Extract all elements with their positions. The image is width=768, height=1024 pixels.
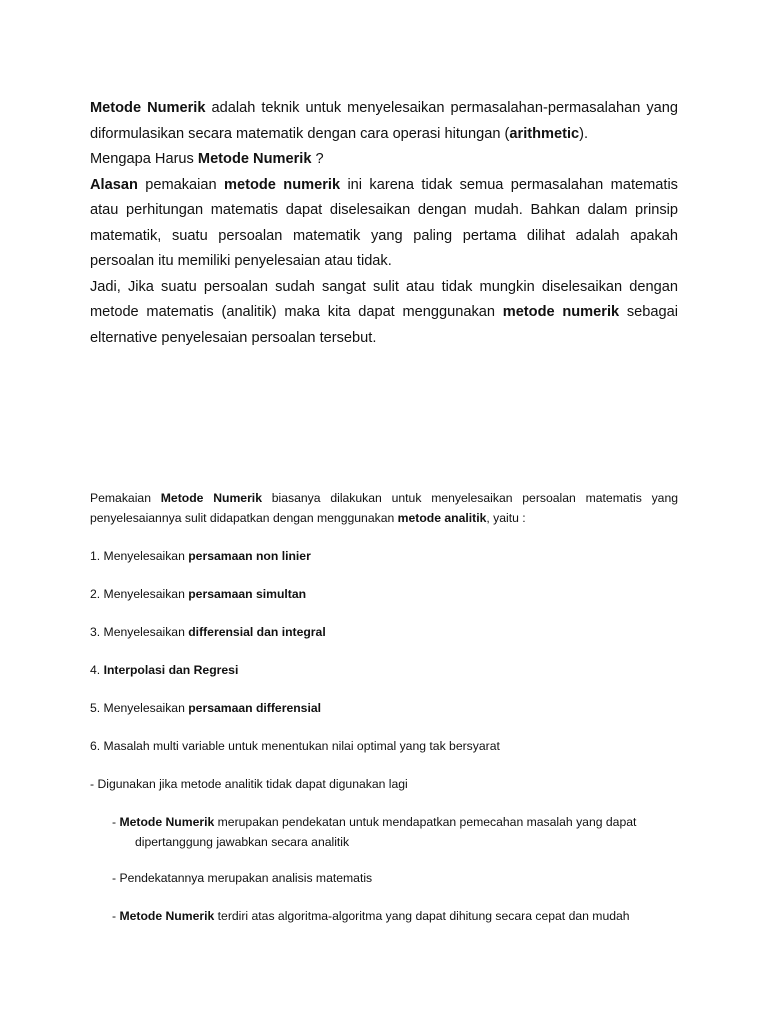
- bold-term: Metode Numerik: [119, 815, 215, 829]
- list-item-text: 5. Menyelesaikan: [90, 701, 189, 715]
- list-item-bold: persamaan non linier: [188, 549, 311, 563]
- dash-note: [90, 774, 690, 794]
- text-run: ?: [311, 151, 324, 167]
- sub-point-text: - Pendekatannya merupakan analisis matematis: [112, 871, 373, 885]
- text-run: Jadi, Jika suatu persoalan sudah sangat sulit atau tidak mungkin diselesaikan dengan metode matematis (analitik) maka kita dapat menggunakan: [90, 278, 678, 320]
- sub-point: [112, 868, 678, 888]
- bold-term: Metode Numerik: [90, 100, 206, 116]
- sub-point: [112, 812, 678, 852]
- list-item-bold: persamaan differensial: [188, 701, 321, 715]
- list-item-text: 4.: [90, 663, 104, 677]
- list-item: [90, 660, 690, 680]
- paragraph-reason: [90, 173, 678, 275]
- list-item-bold: differensial dan integral: [188, 625, 326, 639]
- sub-point: [112, 906, 678, 926]
- list-item-bold: Interpolasi dan Regresi: [103, 663, 239, 677]
- bold-term: metode numerik: [502, 304, 620, 320]
- section-usage-intro: [90, 488, 678, 528]
- list-item-text: 1. Menyelesaikan: [90, 549, 189, 563]
- bold-term: arithmetic: [509, 125, 580, 142]
- bold-term: Metode Numerik: [197, 151, 312, 167]
- paragraph-usage: [90, 488, 678, 528]
- text-run: -: [112, 909, 120, 923]
- dash-note-text: - Digunakan jika metode analitik tidak dapat digunakan lagi: [90, 777, 408, 791]
- paragraph-question: [90, 147, 678, 173]
- list-item-text: 6. Masalah multi variable untuk menentukan nilai optimal yang tak bersyarat: [90, 739, 500, 753]
- list-item: [90, 736, 690, 756]
- text-run: Mengapa Harus: [90, 151, 198, 167]
- paragraph-conclusion: [90, 275, 678, 352]
- text-run: merupakan pendekatan untuk mendapatkan pemecahan masalah yang dapat: [214, 815, 637, 829]
- text-run: adalah teknik untuk menyelesaikan permasalahan-permasalahan yang diformulasikan secara matematik dengan cara operasi hitungan (: [90, 100, 678, 142]
- bold-term: Alasan: [90, 176, 138, 193]
- bold-term: metode analitik: [397, 511, 487, 525]
- text-run: biasanya dilakukan untuk menyelesaikan persoalan matematis yang penyelesaiannya sulit didapatkan dengan menggunakan: [90, 491, 679, 525]
- text-run: pemakaian: [137, 176, 225, 193]
- text-run: , yaitu :: [486, 511, 526, 525]
- paragraph-definition: [90, 96, 678, 147]
- text-run: ini karena tidak semua permasalahan matematis atau perhitungan matematis dapat diselesaikan dengan mudah. Bahkan dalam prinsip matematik, suatu persoalan matematik yang paling pertama dilihat adalah apakah persoalan itu memiliki penyelesaian atau tidak.: [90, 176, 678, 269]
- text-run: sebagai elternative penyelesaian persoalan tersebut.: [90, 304, 678, 346]
- list-item: [90, 584, 690, 604]
- bold-term: metode numerik: [224, 176, 341, 193]
- list-item: [90, 546, 690, 566]
- text-run: -: [112, 815, 120, 829]
- list-item: [90, 698, 690, 718]
- bold-term: Metode Numerik: [119, 909, 215, 923]
- sub-point-line: [112, 812, 678, 832]
- sub-point-continuation: dipertanggung jawabkan secara analitik: [135, 835, 350, 849]
- list-item-text: 2. Menyelesaikan: [90, 587, 189, 601]
- list-item: [90, 622, 690, 642]
- text-run: Pemakaian: [90, 491, 161, 505]
- text-run: terdiri atas algoritma-algoritma yang dapat dihitung secara cepat dan mudah: [214, 909, 630, 923]
- text-run: ).: [579, 125, 589, 142]
- list-item-text: 3. Menyelesaikan: [90, 625, 189, 639]
- list-item-bold: persamaan simultan: [188, 587, 307, 601]
- section-definition: [90, 96, 678, 351]
- bold-term: Metode Numerik: [160, 491, 262, 505]
